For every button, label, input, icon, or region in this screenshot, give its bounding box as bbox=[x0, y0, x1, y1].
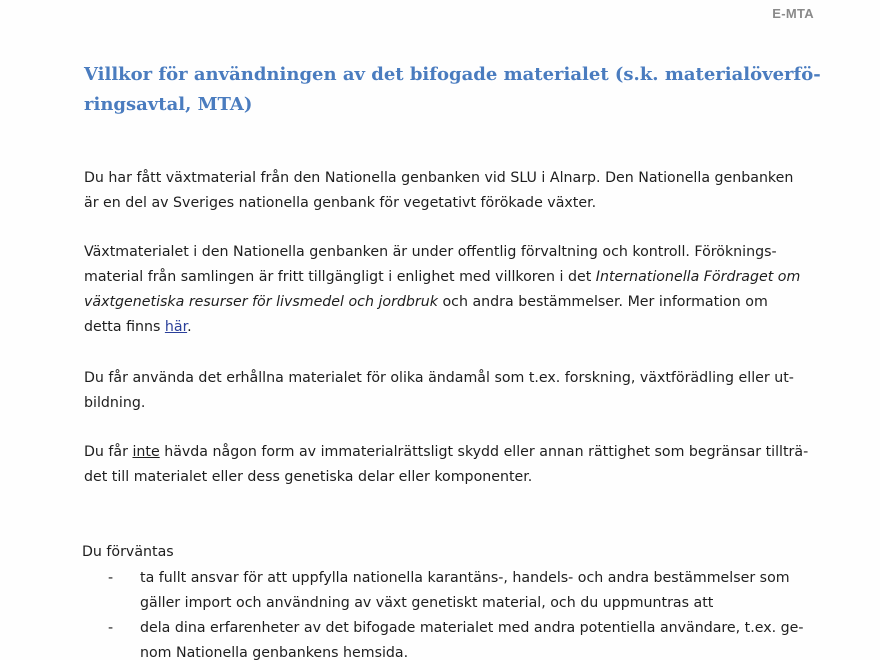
document-title bbox=[84, 60, 824, 120]
expectations-intro: Du förväntas bbox=[82, 544, 174, 560]
paragraph-line bbox=[84, 265, 844, 290]
list-item bbox=[108, 616, 828, 660]
text-run: . bbox=[187, 319, 192, 335]
paragraph-usage bbox=[84, 366, 844, 416]
expectations-list bbox=[108, 566, 828, 660]
treaty-name-italic: Internationella Fördraget om bbox=[595, 269, 801, 285]
paragraph-line: bildning. bbox=[84, 395, 146, 411]
dash-bullet: - bbox=[108, 570, 114, 586]
text-run: material från samlingen är fritt tillgängligt i enlighet med villkoren i det bbox=[84, 269, 596, 285]
list-item-line: dela dina erfarenheter av det bifogade materialet med andra potentiella användare, t.ex. ge- bbox=[140, 620, 804, 636]
paragraph-governance bbox=[84, 240, 844, 340]
list-item bbox=[108, 566, 828, 616]
text-run: hävda någon form av immaterialrättsligt skydd eller annan rättighet som begränsar tillträ- bbox=[159, 444, 809, 460]
list-item-line: ta fullt ansvar för att uppfylla nationella karantäns-, handels- och andra bestämmelser som bbox=[140, 570, 790, 586]
treaty-name-italic: växtgenetiska resurser för livsmedel och jordbruk bbox=[84, 294, 438, 310]
paragraph-line: är en del av Sveriges nationella genbank för vegetativt förökade växter. bbox=[84, 195, 597, 211]
list-item-line: nom Nationella genbankens hemsida. bbox=[140, 645, 409, 660]
paragraph-origin bbox=[84, 166, 844, 216]
text-run: Du får bbox=[84, 444, 133, 460]
paragraph-line bbox=[84, 440, 844, 465]
paragraph-line bbox=[84, 290, 844, 315]
paragraph-line: Du får använda det erhållna materialet för olika ändamål som t.ex. forskning, växtförädling eller ut- bbox=[84, 370, 794, 386]
list-item-line: gäller import och användning av växt genetiskt material, och du uppmuntras att bbox=[140, 595, 714, 611]
dash-bullet: - bbox=[108, 620, 114, 636]
paragraph-line: det till materialet eller dess genetiska delar eller komponenter. bbox=[84, 469, 533, 485]
paragraph-line: Du har fått växtmaterial från den Nationella genbanken vid SLU i Alnarp. Den Nationella genbanken bbox=[84, 170, 794, 186]
more-info-link[interactable]: här bbox=[164, 319, 188, 335]
paragraph-line: Växtmaterialet i den Nationella genbanken är under offentlig förvaltning och kontroll. Föröknings- bbox=[84, 244, 777, 260]
title-line: Villkor för användningen av det bifogade materialet (s.k. materialöverfö- bbox=[84, 64, 821, 85]
paragraph-restriction bbox=[84, 440, 844, 490]
title-line: ringsavtal, MTA) bbox=[84, 94, 253, 115]
document-tag: E-MTA bbox=[772, 6, 814, 21]
text-run: detta finns bbox=[84, 319, 165, 335]
emphasis-underlined: inte bbox=[132, 444, 160, 460]
paragraph-line bbox=[84, 315, 844, 340]
text-run: och andra bestämmelser. Mer information om bbox=[437, 294, 768, 310]
